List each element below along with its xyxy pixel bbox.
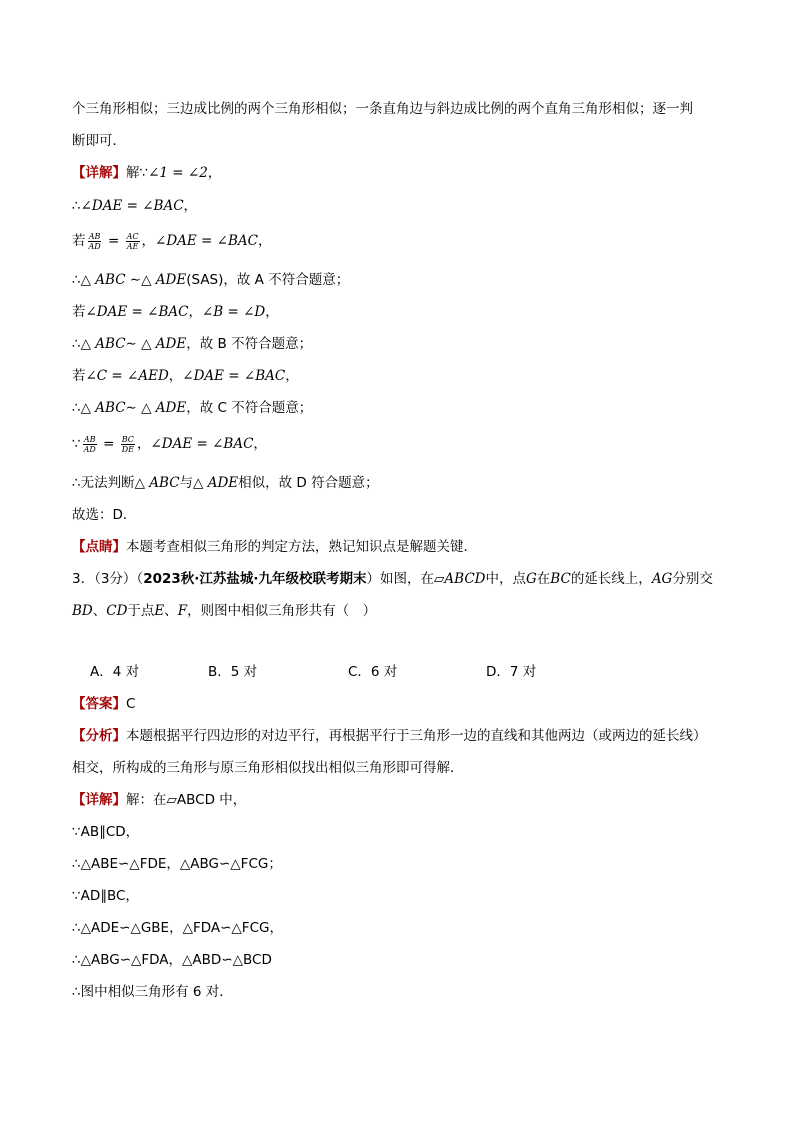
q3-detail-line-4: ∵AD∥BC， bbox=[72, 888, 139, 904]
detail-line-3: 若 $\frac{AB}{AD}$ = $\frac{AC}{AE}$ ，∠DAE = ∠BAC， bbox=[72, 231, 272, 251]
option-b: B．5 对 bbox=[208, 664, 258, 680]
q3-detail-line-7: ∴图中相似三角形有 6 对． bbox=[72, 984, 233, 1000]
option-a: A．4 对 bbox=[90, 664, 140, 680]
analysis-line-2: 相交，所构成的三角形与原三角形相似找出相似三角形即可得解． bbox=[72, 760, 464, 776]
comment-line: 【点睛】本题考查相似三角形的判定方法，熟记知识点是解题关键． bbox=[72, 539, 477, 555]
question-3-line-2: BD、CD于点E、F，则图中相似三角形共有（ ） bbox=[72, 603, 377, 619]
answer-line: 【答案】C bbox=[72, 696, 136, 712]
intro-line-2: 断即可． bbox=[72, 133, 126, 149]
q3-detail-line-1: 【详解】解：在▱ABCD 中， bbox=[72, 792, 247, 808]
fraction-ac-ae: $\frac{AC}{AE}$ bbox=[126, 231, 139, 251]
question-3-line-1: 3．（3分）（2023秋·江苏盐城·九年级校联考期末）如图，在▱ABCD中，点G在BC的延长线上，AG分别交 bbox=[72, 571, 713, 587]
choose-line: 故选：D． bbox=[72, 507, 137, 523]
answer-tag: 【答案】 bbox=[72, 696, 126, 712]
analysis-line-1: 【分析】本题根据平行四边形的对边平行，再根据平行于三角形一边的直线和其他两边（或两边的延长线） bbox=[72, 728, 707, 744]
detail-line-8: ∴△ ABC∼ △ ADE，故 C 不符合题意； bbox=[72, 400, 313, 416]
fraction-bc-de: $\frac{BC}{DE}$ bbox=[121, 434, 134, 454]
analysis-tag: 【分析】 bbox=[72, 728, 126, 744]
answer-options bbox=[90, 662, 690, 682]
detail-line-6: ∴△ ABC∼ △ ADE，故 B 不符合题意； bbox=[72, 336, 313, 352]
detail-line-10: ∴无法判断△ ABC与△ ADE相似，故 D 符合题意； bbox=[72, 475, 379, 491]
detail-line-4: ∴△ ABC ∼△ ADE(SAS)，故 A 不符合题意； bbox=[72, 272, 350, 288]
q3-detail-line-3: ∴△ABE∽△FDE，△ABG∽△FCG； bbox=[72, 856, 282, 872]
option-d: D．7 对 bbox=[486, 664, 537, 680]
detail-line-5: 若∠DAE = ∠BAC，∠B = ∠D， bbox=[72, 304, 279, 320]
detail-line-1: 【详解】解∵∠1 = ∠2， bbox=[72, 165, 222, 181]
detail-line-7: 若∠C = ∠AED，∠DAE = ∠BAC， bbox=[72, 368, 299, 384]
option-c: C．6 对 bbox=[348, 664, 398, 680]
q3-detail-tag: 【详解】 bbox=[72, 792, 126, 808]
q3-detail-line-2: ∵AB∥CD， bbox=[72, 824, 140, 840]
detail-line-9: ∵ $\frac{AB}{AD}$ = $\frac{BC}{DE}$ ，∠DAE = ∠BAC， bbox=[72, 434, 267, 454]
fraction-ab-ad: $\frac{AB}{AD}$ bbox=[88, 231, 101, 251]
question-source: 2023秋·江苏盐城·九年级校联考期末 bbox=[143, 571, 367, 587]
intro-line-1: 个三角形相似；三边成比例的两个三角形相似；一条直角边与斜边成比例的两个直角三角形相似；逐一判 bbox=[72, 101, 693, 117]
q3-detail-line-5: ∴△ADE∽△GBE，△FDA∽△FCG， bbox=[72, 920, 283, 936]
q3-detail-line-6: ∴△ABG∽△FDA，△ABD∽△BCD bbox=[72, 952, 272, 968]
fraction-ab-ad-2: $\frac{AB}{AD}$ bbox=[83, 434, 96, 454]
detail-line-2: ∴∠DAE = ∠BAC， bbox=[72, 198, 198, 214]
comment-tag: 【点睛】 bbox=[72, 539, 126, 555]
detail-tag: 【详解】 bbox=[72, 165, 126, 181]
